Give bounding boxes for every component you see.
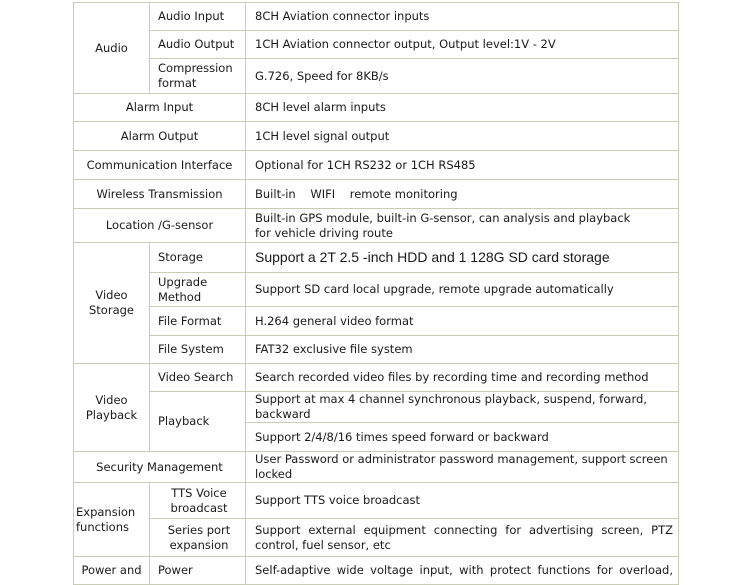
table-row: [74, 336, 679, 364]
audio-group-label: Audio: [74, 3, 150, 94]
table-row: [74, 519, 679, 557]
audio-input-label: Audio Input: [150, 3, 246, 31]
communication-interface-label: Communication Interface: [74, 151, 246, 180]
communication-interface-value: Optional for 1CH RS232 or 1CH RS485: [246, 151, 679, 180]
playback-value-1: Support at max 4 channel synchronous playback, suspend, forward, backward: [246, 392, 679, 423]
audio-input-value: 8CH Aviation connector inputs: [246, 3, 679, 31]
playback-value-2: Support 2/4/8/16 times speed forward or backward: [246, 423, 679, 452]
file-format-label: File Format: [150, 307, 246, 336]
table-row: [74, 307, 679, 336]
security-management-value: User Password or administrator password management, support screen locked: [246, 452, 679, 483]
alarm-input-label: Alarm Input: [74, 94, 246, 122]
wireless-transmission-label: Wireless Transmission: [74, 180, 246, 209]
file-system-value: FAT32 exclusive file system: [246, 336, 679, 364]
video-playback-group-label: Video Playback: [74, 364, 150, 452]
playback-label: Playback: [150, 392, 246, 452]
table-row: [74, 483, 679, 519]
table-row: [74, 392, 679, 423]
table-row: [74, 209, 679, 243]
location-value-line-2: for vehicle driving route: [255, 225, 393, 240]
table-row: [74, 59, 679, 94]
table-row: [74, 243, 679, 273]
compression-format-value: G.726, Speed for 8KB/s: [246, 59, 679, 94]
wireless-transmission-value: Built-in WIFI remote monitoring: [246, 180, 679, 209]
file-format-value: H.264 general video format: [246, 307, 679, 336]
tts-voice-broadcast-value: Support TTS voice broadcast: [246, 483, 679, 519]
upgrade-method-label: Upgrade Method: [150, 273, 246, 307]
file-system-label: File System: [150, 336, 246, 364]
video-search-label: Video Search: [150, 364, 246, 392]
table-row: [74, 151, 679, 180]
location-gsensor-label: Location /G-sensor: [74, 209, 246, 243]
storage-label: Storage: [150, 243, 246, 273]
power-label: Power: [150, 557, 246, 585]
video-storage-group-label: Video Storage: [74, 243, 150, 364]
power-value: Self-adaptive wide voltage input, with protect functions for overload,: [246, 557, 679, 585]
expansion-functions-group-label: Expansion functions: [74, 483, 150, 557]
table-row: [74, 122, 679, 151]
video-search-value: Search recorded video files by recording time and recording method: [246, 364, 679, 392]
compression-format-label: Compression format: [150, 59, 246, 94]
security-management-label: Security Management: [74, 452, 246, 483]
alarm-output-label: Alarm Output: [74, 122, 246, 151]
table-row: [74, 94, 679, 122]
series-port-expansion-value: Support external equipment connecting for advertising screen, PTZ control, fuel sensor, etc: [246, 519, 679, 557]
specification-table: [73, 2, 679, 585]
storage-value: Support a 2T 2.5 -inch HDD and 1 128G SD card storage: [246, 243, 679, 273]
location-gsensor-value: [246, 209, 679, 243]
table-row: [74, 452, 679, 483]
power-group-label: Power and: [74, 557, 150, 585]
alarm-output-value: 1CH level signal output: [246, 122, 679, 151]
audio-output-value: 1CH Aviation connector output, Output level:1V - 2V: [246, 31, 679, 59]
tts-voice-broadcast-label: TTS Voice broadcast: [150, 483, 246, 519]
table-row: [74, 273, 679, 307]
table-row: [74, 3, 679, 31]
audio-output-label: Audio Output: [150, 31, 246, 59]
table-row: [74, 557, 679, 585]
series-port-expansion-label: Series port expansion: [150, 519, 246, 557]
upgrade-method-value: Support SD card local upgrade, remote upgrade automatically: [246, 273, 679, 307]
table-row: [74, 31, 679, 59]
alarm-input-value: 8CH level alarm inputs: [246, 94, 679, 122]
table-row: [74, 364, 679, 392]
location-value-line-1: Built-in GPS module, built-in G-sensor, can analysis and playback: [255, 210, 631, 225]
table-row: [74, 180, 679, 209]
